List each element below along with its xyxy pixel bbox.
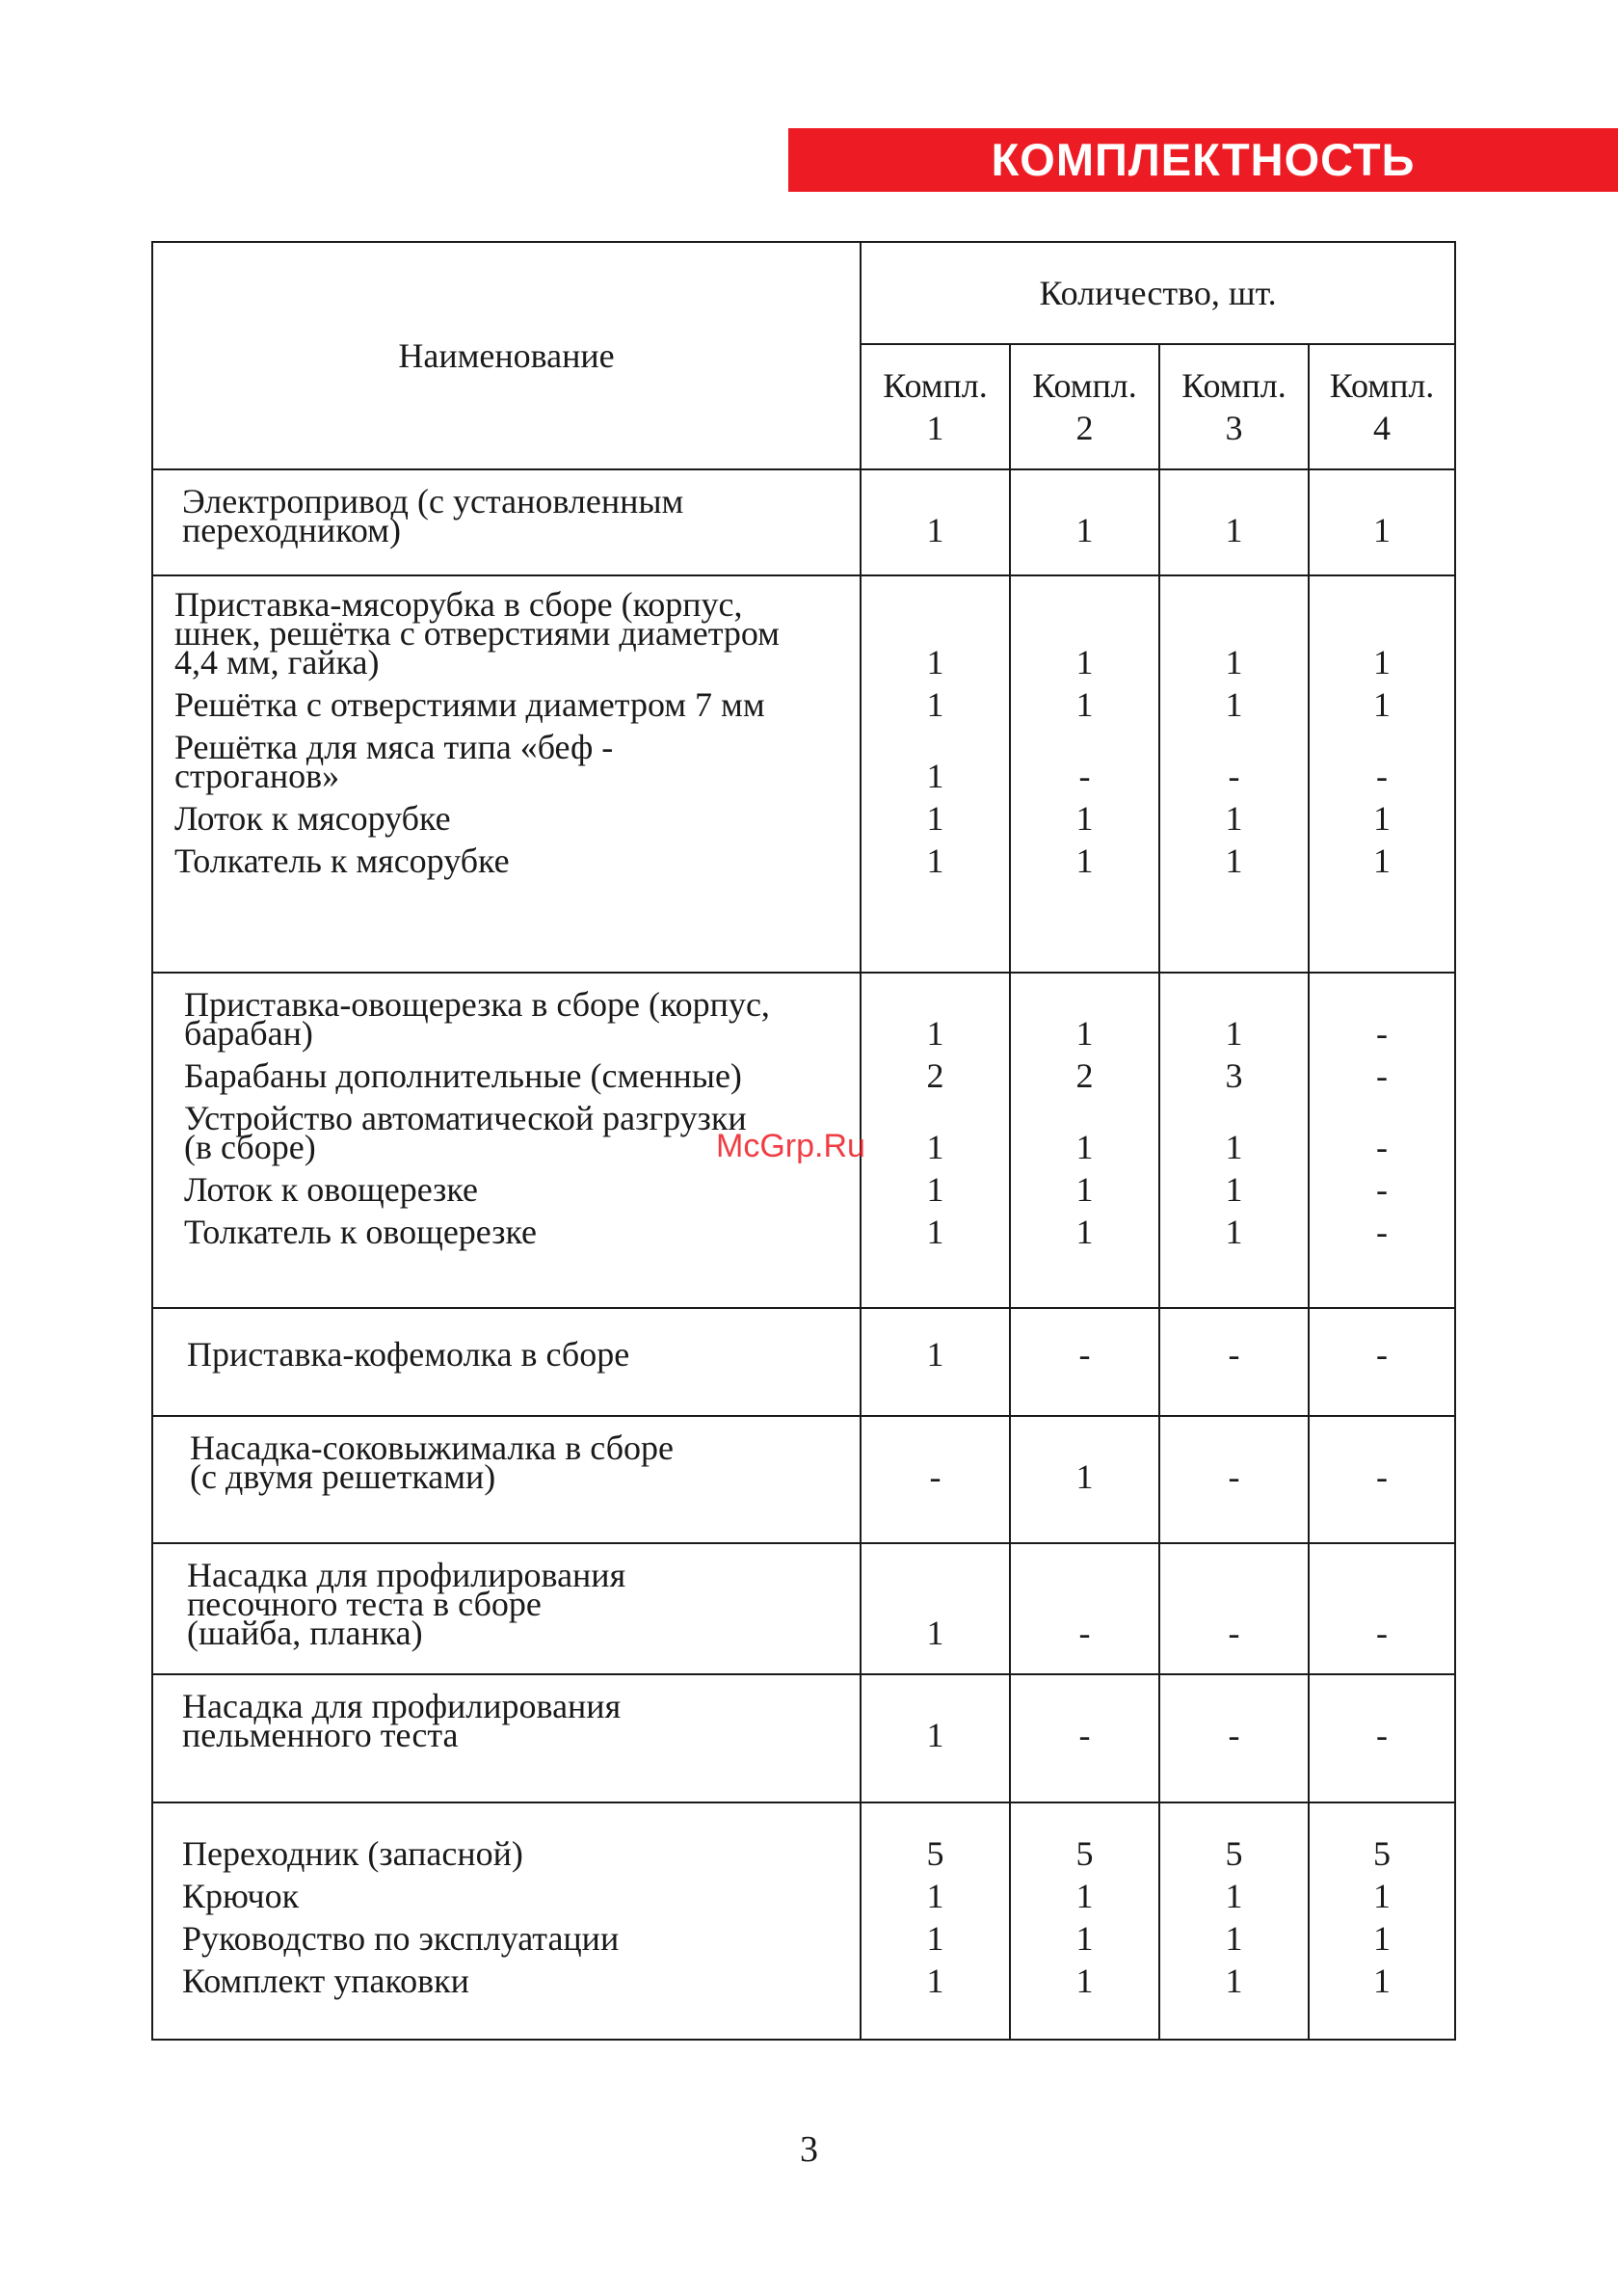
item-name: Толкатель к мясорубке: [174, 841, 510, 880]
kit-values-cell: [1309, 575, 1455, 973]
item-name: Насадка для профилирования песочного теста в сборе (шайба, планка): [187, 1556, 626, 1652]
item-value: -: [1078, 757, 1091, 795]
name-column-header: Наименование: [152, 242, 861, 469]
item-value: -: [1228, 1335, 1240, 1374]
table-body: [152, 469, 1455, 2040]
kit-values-cell: [1159, 1802, 1309, 2040]
table-row: [152, 1802, 1455, 2040]
item-value: 1: [926, 511, 944, 549]
section-title: КОМПЛЕКТНОСТЬ: [991, 134, 1416, 185]
item-value: 1: [926, 1877, 944, 1915]
kit-values-cell: [861, 469, 1010, 575]
item-value: 1: [926, 1614, 944, 1652]
item-value: 1: [926, 1335, 944, 1374]
item-value: -: [1228, 1614, 1240, 1652]
item-value: 1: [1075, 1213, 1094, 1251]
item-value: 1: [1225, 1213, 1243, 1251]
item-value: 1: [1225, 685, 1243, 724]
page-number: 3: [800, 2129, 818, 2170]
item-value: 1: [1373, 511, 1392, 549]
kit-values-cell: [1159, 1308, 1309, 1416]
item-value: -: [1376, 1716, 1389, 1754]
kit-values-cell: [1010, 575, 1159, 973]
kit-values-cell: [1309, 1543, 1455, 1674]
item-value: 1: [926, 1213, 944, 1251]
item-name: Руководство по эксплуатации: [182, 1919, 620, 1958]
item-value: 1: [1225, 643, 1243, 681]
item-value: 1: [1075, 1877, 1094, 1915]
item-name: Решётка для мяса типа «беф - строганов»: [174, 728, 614, 795]
table-row: [152, 1674, 1455, 1802]
item-value: 1: [1373, 643, 1392, 681]
item-value: 1: [1075, 643, 1094, 681]
kit-values-cell: [1309, 1416, 1455, 1543]
item-name: Лоток к мясорубке: [174, 799, 451, 838]
kit-header: Компл. 3: [1159, 344, 1309, 469]
item-name: Решётка с отверстиями диаметром 7 мм: [174, 685, 765, 724]
item-value: 1: [1075, 799, 1094, 838]
item-names-cell: [152, 1802, 861, 2040]
item-value: 1: [1075, 1919, 1094, 1958]
item-value: 5: [1225, 1834, 1243, 1873]
item-value: 1: [1225, 1170, 1243, 1209]
kit-values-cell: [1010, 1416, 1159, 1543]
item-value: 5: [1075, 1834, 1094, 1873]
item-value: 1: [926, 757, 944, 795]
item-name: Лоток к овощерезке: [184, 1170, 478, 1209]
item-value: 1: [926, 1962, 944, 2000]
item-value: 1: [1225, 511, 1243, 549]
item-value: 5: [926, 1834, 944, 1873]
item-names-cell: [152, 1674, 861, 1802]
item-value: 1: [1075, 685, 1094, 724]
item-value: -: [929, 1457, 942, 1496]
item-names-cell: [152, 1543, 861, 1674]
item-value: 1: [1225, 1014, 1243, 1053]
table-row: [152, 469, 1455, 575]
item-name: Толкатель к овощерезке: [184, 1213, 538, 1251]
item-value: 1: [926, 799, 944, 838]
item-value: 1: [1075, 1962, 1094, 2000]
kit-values-cell: [1309, 1802, 1455, 2040]
item-value: 1: [1373, 1877, 1392, 1915]
item-name: Барабаны дополнительные (сменные): [184, 1056, 742, 1095]
kit-values-cell: [1010, 1802, 1159, 2040]
kit-values-cell: [861, 1674, 1010, 1802]
kit-header: Компл. 4: [1309, 344, 1455, 469]
item-value: 1: [1225, 1128, 1243, 1166]
item-value: 1: [1075, 1457, 1094, 1496]
item-value: 1: [1225, 799, 1243, 838]
item-value: -: [1078, 1614, 1091, 1652]
item-value: 1: [1225, 1962, 1243, 2000]
item-name: Насадка-соковыжималка в сборе (с двумя решетками): [190, 1428, 674, 1496]
item-name: Насадка для профилирования пельменного теста: [182, 1687, 622, 1754]
item-value: -: [1376, 1457, 1389, 1496]
kit-values-cell: [1159, 973, 1309, 1308]
item-value: 1: [1373, 799, 1392, 838]
item-name: Приставка-овощерезка в сборе (корпус, барабан): [184, 985, 770, 1053]
item-value: 1: [1373, 841, 1392, 880]
kit-values-cell: [861, 1543, 1010, 1674]
item-value: -: [1078, 1335, 1091, 1374]
quantity-column-header: Количество, шт.: [861, 242, 1455, 344]
item-value: 5: [1373, 1834, 1392, 1873]
item-name: Приставка-мясорубка в сборе (корпус, шнек, решётка с отверстиями диаметром 4,4 мм, гайка): [174, 585, 780, 681]
item-value: 1: [1225, 841, 1243, 880]
kit-values-cell: [861, 1416, 1010, 1543]
kit-values-cell: [1309, 469, 1455, 575]
item-value: -: [1228, 1457, 1240, 1496]
item-value: 2: [926, 1056, 944, 1095]
kit-values-cell: [1159, 575, 1309, 973]
kit-values-cell: [1010, 469, 1159, 575]
item-value: 1: [1373, 1962, 1392, 2000]
item-value: 1: [926, 1716, 944, 1754]
item-value: 1: [926, 685, 944, 724]
table-row: [152, 1543, 1455, 1674]
item-value: 1: [1075, 1014, 1094, 1053]
item-value: 1: [926, 1170, 944, 1209]
kit-values-cell: [861, 575, 1010, 973]
kit-values-cell: [1159, 1416, 1309, 1543]
item-value: -: [1376, 1213, 1389, 1251]
item-value: -: [1376, 1056, 1389, 1095]
item-name: Электропривод (с установленным переходником): [182, 482, 684, 549]
item-value: 1: [926, 643, 944, 681]
item-value: -: [1376, 1170, 1389, 1209]
item-value: 1: [1373, 685, 1392, 724]
kit-header: Компл. 2: [1010, 344, 1159, 469]
item-names-cell: [152, 575, 861, 973]
item-value: 1: [926, 1919, 944, 1958]
kit-values-cell: [1309, 973, 1455, 1308]
section-title-banner: [788, 128, 1618, 192]
item-name: Комплект упаковки: [182, 1962, 469, 2000]
item-names-cell: [152, 1416, 861, 1543]
item-name: Крючок: [182, 1877, 300, 1915]
kit-values-cell: [1309, 1674, 1455, 1802]
item-value: -: [1376, 757, 1389, 795]
item-value: 1: [1225, 1919, 1243, 1958]
item-value: 1: [1075, 1170, 1094, 1209]
item-name: Устройство автоматической разгрузки (в сборе): [184, 1099, 747, 1166]
item-name: Переходник (запасной): [182, 1834, 523, 1873]
item-value: -: [1078, 1716, 1091, 1754]
kit-values-cell: [1159, 1674, 1309, 1802]
item-value: 1: [926, 1128, 944, 1166]
item-value: 1: [1075, 511, 1094, 549]
kit-header: Компл. 1: [861, 344, 1010, 469]
kit-values-cell: [861, 1802, 1010, 2040]
item-value: 1: [1075, 841, 1094, 880]
kit-values-cell: [1010, 1543, 1159, 1674]
kit-values-cell: [1010, 1308, 1159, 1416]
watermark: McGrp.Ru: [716, 1128, 865, 1164]
item-value: -: [1376, 1014, 1389, 1053]
item-value: -: [1228, 1716, 1240, 1754]
table-row: [152, 1308, 1455, 1416]
item-value: 1: [926, 1014, 944, 1053]
kit-values-cell: [1159, 1543, 1309, 1674]
item-value: -: [1376, 1128, 1389, 1166]
table-row: [152, 575, 1455, 973]
kit-values-cell: [861, 1308, 1010, 1416]
item-names-cell: [152, 469, 861, 575]
item-value: 1: [926, 841, 944, 880]
item-value: 1: [1225, 1877, 1243, 1915]
item-value: -: [1376, 1614, 1389, 1652]
kit-values-cell: [1010, 1674, 1159, 1802]
item-value: -: [1228, 757, 1240, 795]
kit-values-cell: [1010, 973, 1159, 1308]
item-value: 2: [1075, 1056, 1094, 1095]
kit-values-cell: [1159, 469, 1309, 575]
item-value: 3: [1225, 1056, 1243, 1095]
kit-values-cell: [1309, 1308, 1455, 1416]
item-value: 1: [1373, 1919, 1392, 1958]
item-name: Приставка-кофемолка в сборе: [187, 1335, 630, 1374]
table-row: [152, 1416, 1455, 1543]
kit-values-cell: [861, 973, 1010, 1308]
item-names-cell: [152, 1308, 861, 1416]
item-value: 1: [1075, 1128, 1094, 1166]
item-value: -: [1376, 1335, 1389, 1374]
